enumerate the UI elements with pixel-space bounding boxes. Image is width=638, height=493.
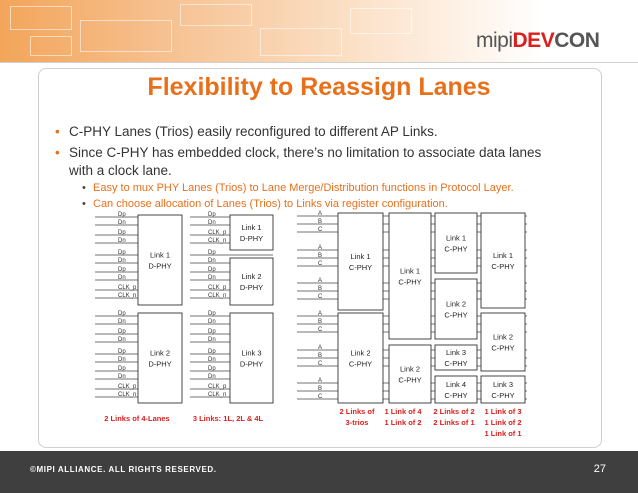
block-label: Link 3 <box>241 348 262 358</box>
dphy-pin-label: Dn <box>118 275 126 281</box>
dphy-pin-label: Dp <box>208 250 216 256</box>
dphy-pin-label: Dp <box>118 267 126 273</box>
cphy-col4-link1-block <box>481 213 525 308</box>
block-label: D-PHY <box>239 359 264 369</box>
bullet-2-text: Since C-PHY has embedded clock, there’s no limitation to associate data lanes with a clock lane. <box>69 145 542 178</box>
cphy-caption: 1 Link of 1 <box>484 429 522 438</box>
cphy-pin-label: A <box>318 311 323 317</box>
dphy-pin-label: Dp <box>118 250 126 256</box>
dphy-left-link2-block <box>138 313 182 403</box>
cphy-col4-link2-block <box>481 313 525 371</box>
block-label: Link 3 <box>445 348 467 357</box>
block-label: D-PHY <box>239 283 264 292</box>
block-label: C-PHY <box>491 391 515 400</box>
copyright-text: ©MIPI ALLIANCE. ALL RIGHTS RESERVED. <box>30 465 217 474</box>
dphy-pin-label: CLK_p <box>208 384 227 390</box>
cphy-caption: 3-trios <box>345 418 369 427</box>
block-label: C-PHY <box>444 391 468 400</box>
dphy-pin-label: Dp <box>208 329 216 335</box>
block-label: Link 1 <box>350 252 371 261</box>
slide-title: Flexibility to Reassign Lanes <box>147 73 491 101</box>
footer-bar <box>0 451 638 493</box>
block-label: Link 4 <box>445 380 467 389</box>
sub-bullet-dot: • <box>82 182 86 194</box>
cphy-pin-label: C <box>318 227 323 233</box>
dphy-pin-label: Dp <box>208 349 216 355</box>
cphy-pin-label: C <box>318 261 323 267</box>
dphy-pin-label: Dp <box>118 366 126 372</box>
cphy-pin-label: B <box>318 386 323 392</box>
block-label: C-PHY <box>444 244 468 254</box>
block-label: C-PHY <box>398 375 422 385</box>
cphy-pin-label: C <box>318 394 323 400</box>
cphy-caption: 1 Link of 2 <box>384 418 422 427</box>
dphy-pin-label: Dn <box>208 220 216 226</box>
page-number: 27 <box>593 463 606 475</box>
bullet-dot: • <box>55 145 60 160</box>
dphy-pin-label: Dn <box>118 220 126 226</box>
dphy-caption: 3 Links: 1L, 2L & 4L <box>192 414 264 423</box>
block-label: Link 2 <box>492 332 514 342</box>
dphy-pin-label: Dp <box>208 366 216 372</box>
dphy-pin-label: Dp <box>118 230 126 236</box>
block-label: Link 1 <box>149 250 171 260</box>
dphy-left-link1-block <box>138 215 182 305</box>
dphy-pin-label: CLK_p <box>118 384 137 390</box>
dphy-pin-label: CLK_n <box>118 293 137 299</box>
cphy-pin-label: C <box>318 361 323 367</box>
sub-bullet-2-text: Can choose allocation of Lanes (Trios) to Links via register configuration. <box>93 198 448 210</box>
block-label: C-PHY <box>491 343 515 353</box>
block-label: Link 2 <box>241 272 262 281</box>
dphy-pin-label: Dp <box>118 311 126 317</box>
dphy-mid-link3-block <box>230 313 273 403</box>
cphy-pin-label: A <box>318 211 323 217</box>
block-label: Link 1 <box>399 266 421 276</box>
sub-bullet-dot: • <box>82 198 86 210</box>
dphy-caption: 2 Links of 4-Lanes <box>104 414 170 423</box>
cphy-pin-label: A <box>318 345 323 351</box>
cphy-pin-label: B <box>318 286 323 292</box>
cphy-caption: 2 Links of 1 <box>433 418 475 427</box>
block-label: Link 1 <box>492 251 514 260</box>
cphy-col2-link2-block <box>389 345 431 403</box>
sub-bullet-1-text: Easy to mux PHY Lanes (Trios) to Lane Merge/Distribution functions in Protocol Layer. <box>93 182 514 194</box>
dphy-pin-label: CLK_n <box>118 392 137 398</box>
dphy-pin-label: Dn <box>118 258 126 264</box>
cphy-caption: 1 Link of 2 <box>484 418 522 427</box>
dphy-mid-link1-block <box>230 215 273 250</box>
dphy-pin-label: CLK_p <box>118 285 137 291</box>
dphy-pin-label: Dp <box>208 212 216 218</box>
dphy-pin-label: CLK_p <box>208 285 227 291</box>
logo-suffix: CON <box>554 29 600 52</box>
dphy-pin-label: Dp <box>118 349 126 355</box>
dphy-pin-label: Dp <box>118 212 126 218</box>
dphy-pin-label: Dn <box>208 275 216 281</box>
block-label: C-PHY <box>444 359 468 368</box>
dphy-pin-label: Dn <box>208 319 216 325</box>
cphy-pin-label: C <box>318 327 323 333</box>
block-label: Link 3 <box>492 380 514 389</box>
block-label: C-PHY <box>491 262 515 271</box>
dphy-pin-label: Dn <box>118 319 126 325</box>
cphy-col3-link1-block <box>435 213 477 273</box>
cphy-col1-link2-block <box>338 313 383 403</box>
cphy-pin-label: B <box>318 353 323 359</box>
cphy-col3-link2-block <box>435 279 477 339</box>
cphy-pin-label: A <box>318 278 323 284</box>
block-label: C-PHY <box>398 277 422 287</box>
dphy-pin-label: CLK_n <box>208 392 227 398</box>
cphy-pin-label: A <box>318 245 323 251</box>
dphy-pin-label: Dn <box>208 357 216 363</box>
dphy-pin-label: Dn <box>118 238 126 244</box>
dphy-pin-label: Dn <box>118 337 126 343</box>
block-label: C-PHY <box>348 263 373 272</box>
block-label: C-PHY <box>348 359 373 369</box>
dphy-pin-label: Dn <box>208 258 216 264</box>
block-label: Link 2 <box>445 299 467 309</box>
bullet-dot: • <box>55 124 60 139</box>
cphy-col2-link1-block <box>389 213 431 339</box>
cphy-pin-label: A <box>318 378 323 384</box>
dphy-pin-label: Dn <box>208 337 216 343</box>
cphy-pin-label: B <box>318 319 323 325</box>
dphy-pin-label: CLK_n <box>208 293 227 299</box>
block-label: Link 2 <box>350 348 371 358</box>
block-label: D-PHY <box>239 234 264 243</box>
cphy-caption: 2 Links of <box>339 407 375 416</box>
block-label: D-PHY <box>148 261 172 271</box>
cphy-pin-label: B <box>318 219 323 225</box>
block-label: D-PHY <box>148 359 172 369</box>
dphy-pin-label: Dp <box>118 329 126 335</box>
dphy-pin-label: Dn <box>118 357 126 363</box>
dphy-pin-label: Dn <box>118 374 126 380</box>
bullet-1-text: C-PHY Lanes (Trios) easily reconfigured to different AP Links. <box>69 124 438 139</box>
cphy-caption: 1 Link of 4 <box>384 407 422 416</box>
logo-prefix: mipi <box>476 29 513 52</box>
block-label: Link 2 <box>149 348 171 358</box>
cphy-pin-label: B <box>318 253 323 259</box>
block-label: Link 1 <box>445 233 467 243</box>
logo-mid: DEV <box>512 29 555 52</box>
dphy-pin-label: CLK_n <box>208 238 227 244</box>
cphy-caption: 1 Link of 3 <box>484 407 522 416</box>
dphy-pin-label: Dp <box>208 267 216 273</box>
block-label: Link 1 <box>241 223 262 232</box>
cphy-caption: 2 Links of 2 <box>433 407 475 416</box>
dphy-pin-label: Dn <box>208 374 216 380</box>
cphy-col1-link1-block <box>338 213 383 310</box>
dphy-pin-label: CLK_p <box>208 230 227 236</box>
block-label: C-PHY <box>444 310 468 320</box>
dphy-pin-label: Dp <box>208 311 216 317</box>
dphy-mid-link2-block <box>230 258 273 305</box>
block-label: Link 2 <box>399 364 421 374</box>
cphy-pin-label: C <box>318 294 323 300</box>
